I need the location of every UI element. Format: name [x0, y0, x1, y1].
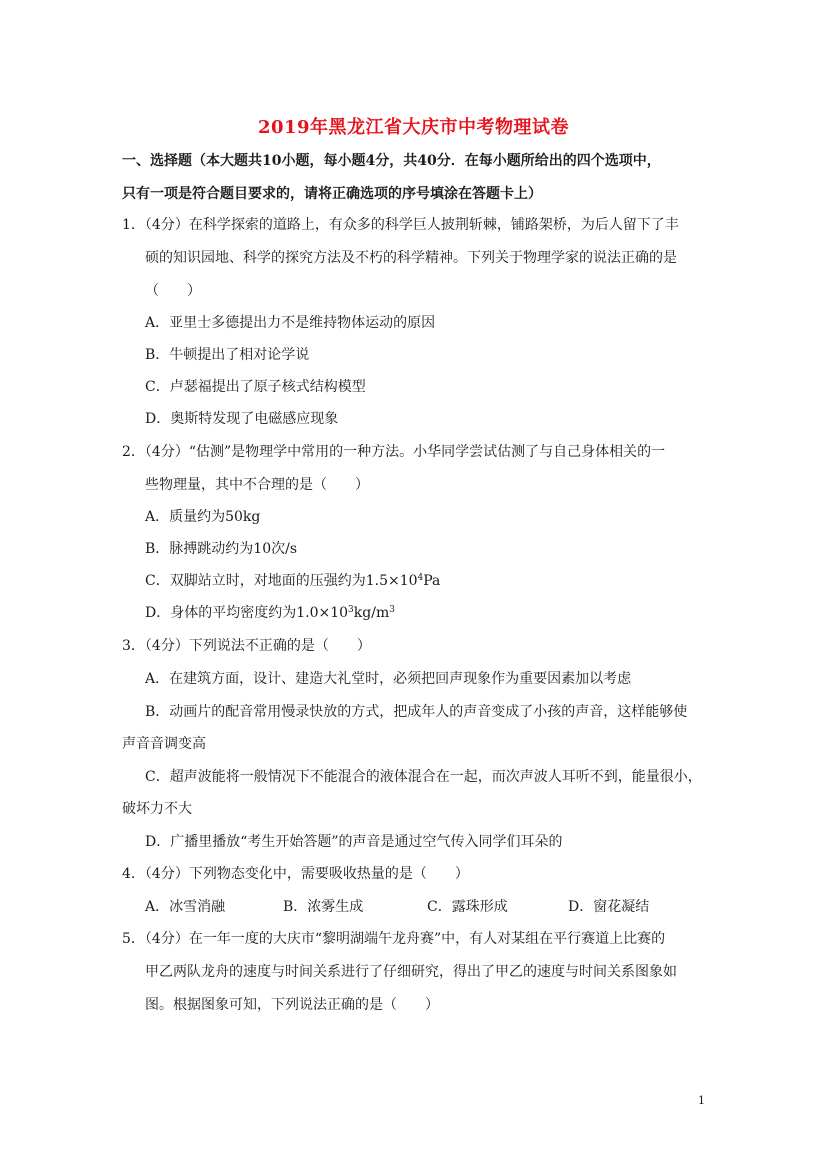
question-5-line-2: 甲乙两队龙舟的速度与时间关系进行了仔细研究，得出了甲乙的速度与时间关系图象如 — [145, 964, 677, 980]
question-1-line-2: 硕的知识园地、科学的探究方法及不朽的科学精神。下列关于物理学家的说法正确的是 — [145, 250, 677, 266]
question-2-option-c: C．双脚站立时，对地面的压强约为$1.5\times 10^4Pa$ — [145, 573, 441, 589]
question-2-option-d: D．身体的平均密度约为$1.0\times 10^3kg/m^3$ — [145, 605, 395, 621]
question-4-option-d: D．窗花凝结 — [568, 899, 650, 915]
question-1-line-3: （ ） — [145, 283, 201, 299]
question-1-line-1: 1．（4分）在科学探索的道路上，有众多的科学巨人披荆斩棘，铺路架桥，为后人留下了丰 — [122, 217, 679, 233]
question-2-line-1: 2．（4分）“估测”是物理学中常用的一种方法。小华同学尝试估测了与自己身体相关的一 — [122, 444, 666, 460]
question-2-option-b: B．脉搏跳动约为10次/s — [145, 541, 298, 557]
page-number: 1 — [698, 1094, 705, 1107]
question-5-line-3: 图。根据图象可知，下列说法正确的是（ ） — [145, 997, 439, 1013]
page-title: 2019年黑龙江省大庆市中考物理试卷 — [257, 117, 570, 138]
question-3-option-d: D．广播里播放“考生开始答题”的声音是通过空气传入同学们耳朵的 — [145, 834, 563, 850]
question-3-option-c-line-1: C．超声波能将一般情况下不能混合的液体混合在一起，而次声波人耳听不到，能量很小， — [145, 769, 702, 785]
question-3-option-a: A．在建筑方面，设计、建造大礼堂时，必须把回声现象作为重要因素加以考虑 — [145, 671, 632, 687]
question-1-option-c: C．卢瑟福提出了原子核式结构模型 — [145, 379, 366, 395]
question-4-line-1: 4．（4分）下列物态变化中，需要吸收热量的是（ ） — [122, 866, 469, 882]
question-4-option-b: B．浓雾生成 — [283, 899, 364, 915]
section-header-line-2: 只有一项是符合题目要求的，请将正确选项的序号填涂在答题卡上） — [122, 186, 542, 202]
question-3-line-1: 3．（4分）下列说法不正确的是（ ） — [122, 638, 371, 654]
question-3-option-b-line-2: 声音音调变高 — [122, 736, 206, 752]
question-4-option-c: C．露珠形成 — [427, 899, 508, 915]
question-2-option-a: A．质量约为50kg — [145, 509, 261, 525]
question-5-line-1: 5．（4分）在一年一度的大庆市“黎明湖端午龙舟赛”中，有人对某组在平行赛道上比赛的 — [122, 931, 666, 947]
question-1-option-b: B．牛顿提出了相对论学说 — [145, 347, 310, 363]
question-1-option-d: D．奥斯特发现了电磁感应现象 — [145, 411, 339, 427]
question-3-option-c-line-2: 破坏力不大 — [122, 801, 192, 817]
question-1-option-a: A．亚里士多德提出力不是维持物体运动的原因 — [145, 315, 436, 331]
question-2-line-2: 些物理量，其中不合理的是（ ） — [145, 477, 369, 493]
question-4-option-a: A．冰雪消融 — [145, 899, 226, 915]
question-3-option-b-line-1: B．动画片的配音常用慢录快放的方式，把成年人的声音变成了小孩的声音，这样能够使 — [145, 704, 688, 720]
section-header-line-1: 一、选择题（本大题共10小题，每小题4分，共40分．在每小题所给出的四个选项中， — [122, 153, 661, 169]
